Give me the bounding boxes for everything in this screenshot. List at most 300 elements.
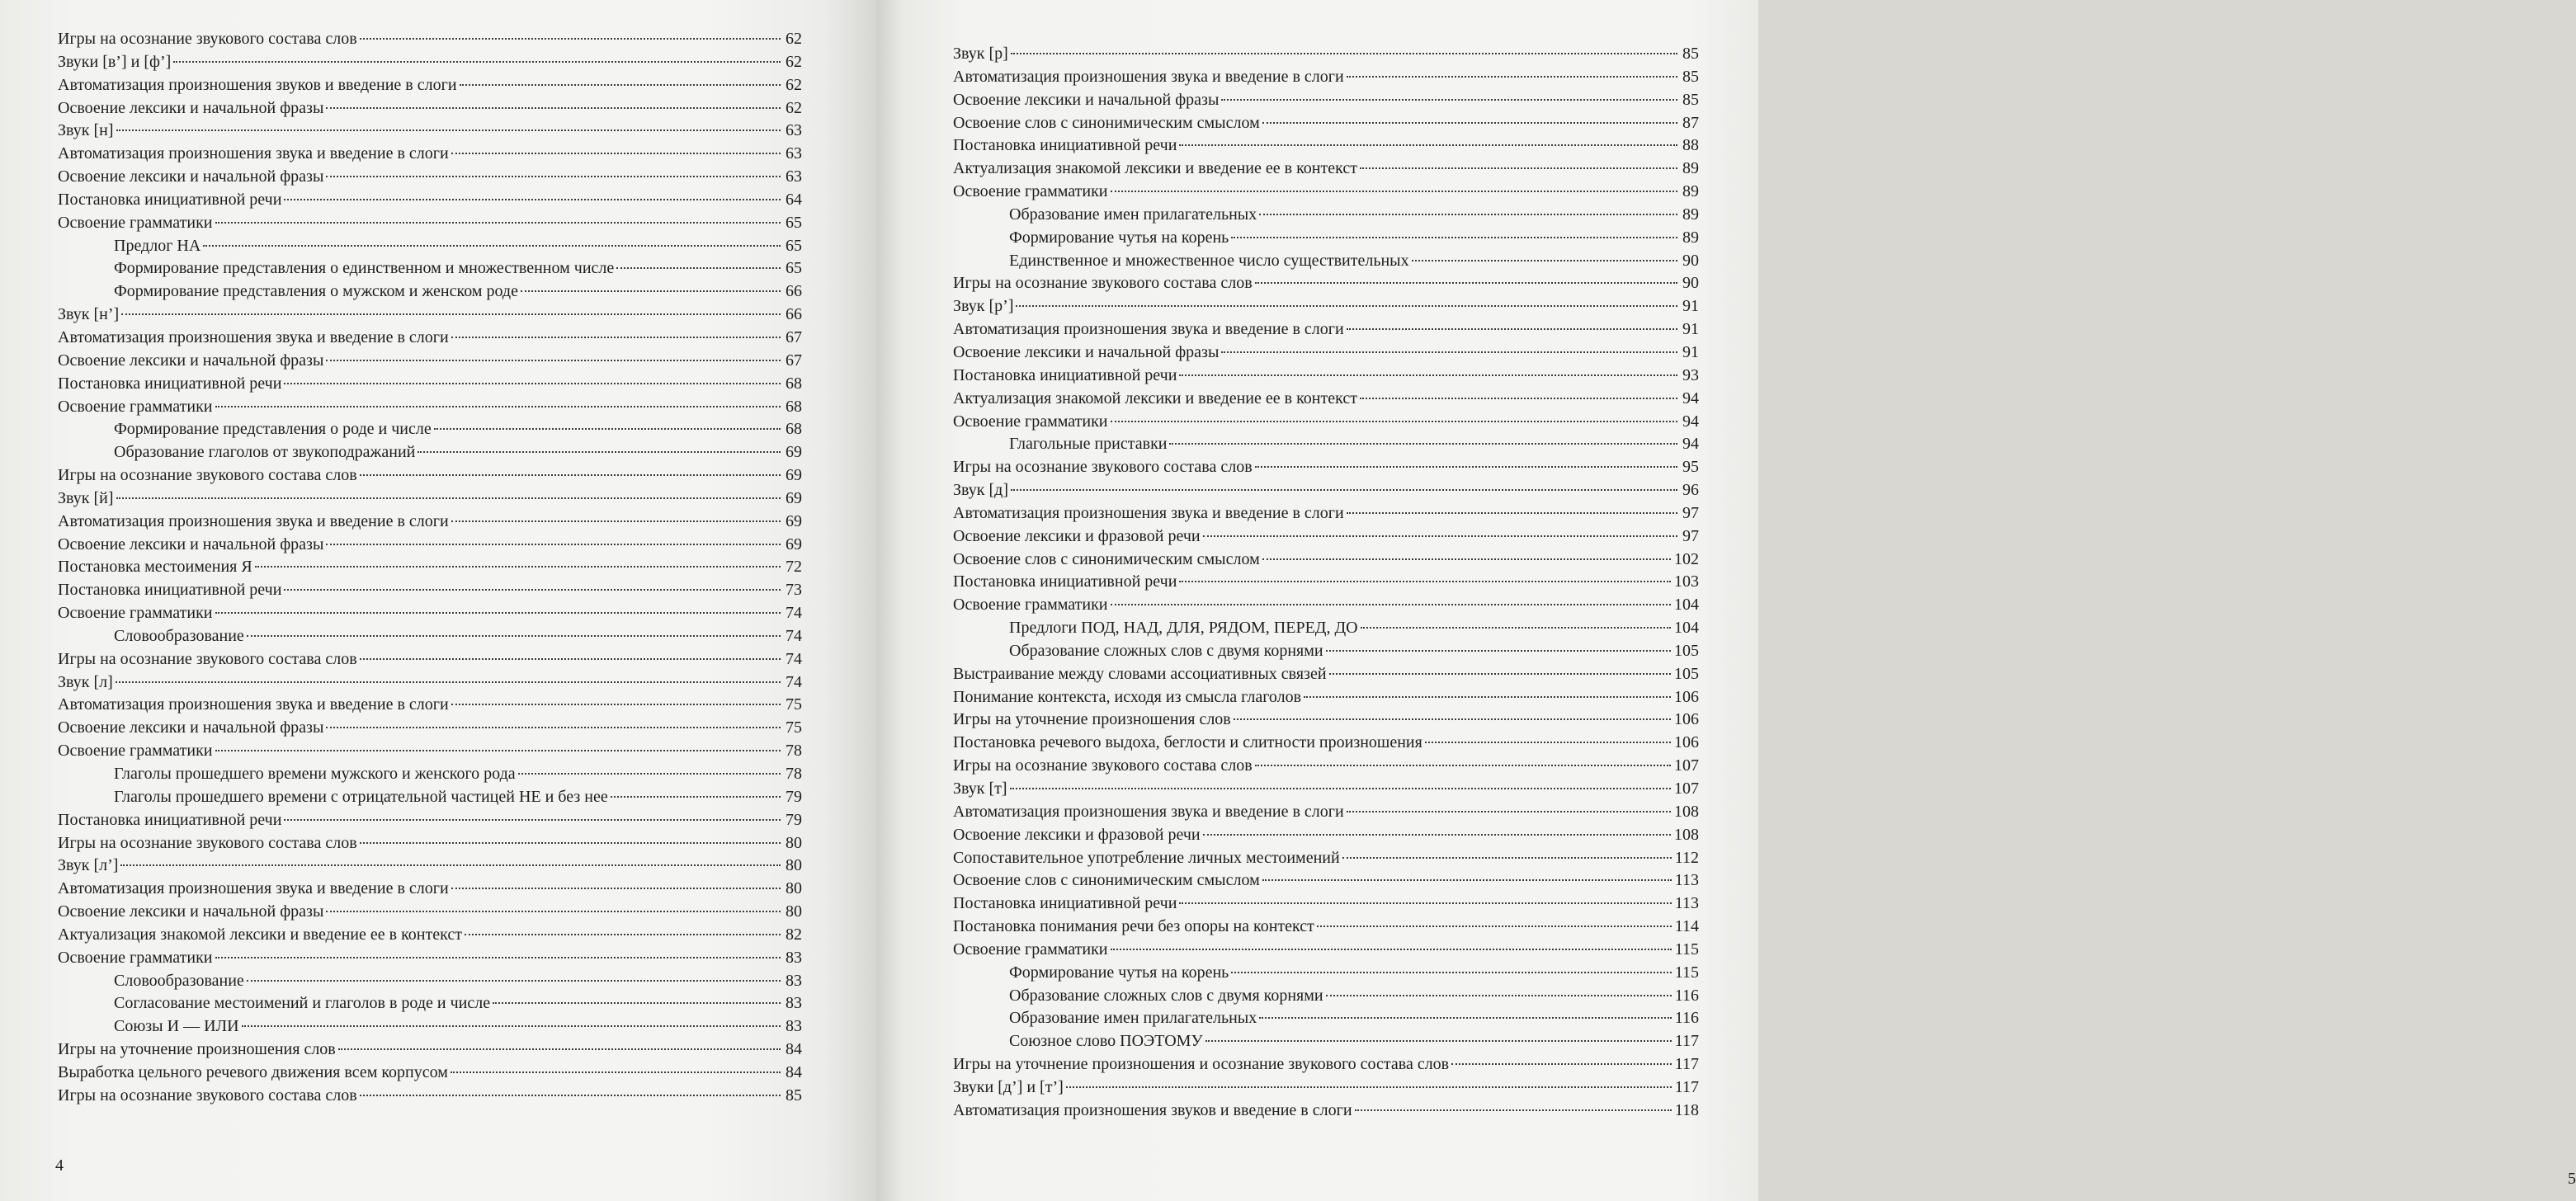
toc-entry bbox=[58, 327, 802, 350]
dot-leader bbox=[255, 566, 781, 568]
toc-entry bbox=[953, 1053, 1699, 1076]
toc-entry bbox=[58, 487, 802, 511]
toc-entry bbox=[953, 571, 1699, 594]
toc-entry-page-number: 91 bbox=[1682, 320, 1699, 339]
toc-entry-page-number: 85 bbox=[1682, 67, 1699, 86]
toc-entry-title: Автоматизация произношения звуков и введение в слоги bbox=[58, 75, 457, 94]
toc-entry-title: Автоматизация произношения звука и введение в слоги bbox=[58, 511, 449, 530]
dot-leader bbox=[1255, 282, 1677, 284]
dot-leader bbox=[1205, 1040, 1672, 1042]
toc-entry-page-number: 84 bbox=[786, 1062, 802, 1081]
toc-entry-title: Автоматизация произношения звука и введение в слоги bbox=[953, 320, 1344, 339]
toc-entry bbox=[953, 43, 1699, 66]
toc-entry bbox=[953, 939, 1699, 962]
toc-entry-page-number: 69 bbox=[786, 443, 802, 462]
toc-entry-title: Автоматизация произношения звука и введение в слоги bbox=[58, 327, 449, 346]
dot-leader bbox=[116, 497, 781, 499]
right-page-number: 5 bbox=[2568, 1170, 2576, 1188]
toc-entry-title: Игры на уточнение произношения слов bbox=[58, 1040, 336, 1059]
toc-entry-title: Игры на осознание звукового состава слов bbox=[953, 756, 1253, 775]
toc-entry-page-number: 97 bbox=[1682, 503, 1699, 522]
toc-entry-title: Освоение грамматики bbox=[953, 940, 1108, 958]
left-page-number: 4 bbox=[55, 1156, 64, 1175]
dot-leader bbox=[215, 406, 781, 407]
toc-entry-page-number: 83 bbox=[786, 1017, 802, 1036]
dot-leader bbox=[247, 635, 781, 637]
toc-entry bbox=[58, 740, 802, 763]
toc-entry bbox=[953, 847, 1699, 870]
toc-entry-title: Освоение слов с синонимическим смыслом bbox=[953, 871, 1260, 890]
toc-entry-title: Актуализация знакомой лексики и введение ее в контекст bbox=[953, 159, 1357, 178]
toc-entry-title: Автоматизация произношения звука и введение в слоги bbox=[58, 144, 449, 163]
toc-entry-page-number: 90 bbox=[1682, 251, 1699, 270]
toc-entry-title: Постановка инициативной речи bbox=[58, 581, 282, 600]
toc-entry bbox=[58, 579, 802, 602]
toc-entry bbox=[953, 502, 1699, 525]
toc-entry-page-number: 69 bbox=[786, 535, 802, 553]
toc-entry bbox=[58, 51, 802, 74]
dot-leader bbox=[1262, 558, 1671, 560]
toc-entry bbox=[953, 134, 1699, 158]
toc-entry-title: Игры на осознание звукового состава слов bbox=[953, 458, 1253, 477]
toc-entry-page-number: 80 bbox=[786, 879, 802, 898]
toc-entry-page-number: 80 bbox=[786, 833, 802, 852]
toc-entry bbox=[953, 755, 1699, 778]
toc-entry-title: Формирование чутья на корень bbox=[1009, 228, 1229, 247]
toc-entry-title: Союзы И — ИЛИ bbox=[114, 1017, 239, 1036]
toc-entry bbox=[953, 456, 1699, 479]
toc-entry bbox=[953, 869, 1699, 893]
toc-entry-page-number: 83 bbox=[786, 994, 802, 1013]
toc-entry-title: Образование сложных слов с двумя корнями bbox=[1009, 641, 1323, 660]
toc-entry-page-number: 69 bbox=[786, 488, 802, 507]
dot-leader bbox=[1329, 673, 1671, 675]
dot-leader bbox=[215, 750, 781, 751]
toc-entry-title: Автоматизация произношения звуков и введение в слоги bbox=[953, 1100, 1352, 1119]
dot-leader bbox=[173, 61, 781, 63]
toc-entry-page-number: 75 bbox=[786, 695, 802, 714]
dot-leader bbox=[1179, 581, 1671, 582]
toc-entry-title: Постановка инициативной речи bbox=[953, 136, 1177, 155]
dot-leader bbox=[1347, 811, 1671, 812]
toc-entry-title: Единственное и множественное число существительных bbox=[1009, 251, 1409, 270]
dot-leader bbox=[521, 290, 781, 292]
dot-leader bbox=[326, 727, 781, 728]
toc-entry-page-number: 74 bbox=[786, 626, 802, 645]
toc-entry-page-number: 94 bbox=[1682, 389, 1699, 407]
toc-entry-page-number: 91 bbox=[1682, 342, 1699, 361]
toc-entry-title: Звуки [д’] и [т’] bbox=[953, 1077, 1064, 1096]
dot-leader bbox=[1347, 76, 1677, 78]
toc-entry-page-number: 62 bbox=[786, 98, 802, 117]
toc-entry bbox=[953, 158, 1699, 181]
dot-leader bbox=[451, 888, 781, 889]
toc-entry bbox=[58, 235, 802, 258]
toc-entry bbox=[58, 809, 802, 832]
toc-entry bbox=[58, 464, 802, 487]
toc-entry-title: Понимание контекста, исходя из смысла глаголов bbox=[953, 687, 1302, 706]
toc-entry bbox=[58, 992, 802, 1015]
toc-entry bbox=[58, 671, 802, 695]
toc-entry-title: Образование сложных слов с двумя корнями bbox=[1009, 986, 1323, 1005]
dot-leader bbox=[1342, 857, 1672, 859]
toc-entry-page-number: 89 bbox=[1682, 228, 1699, 247]
toc-entry bbox=[58, 212, 802, 235]
toc-entry bbox=[953, 617, 1699, 640]
toc-entry-page-number: 78 bbox=[786, 742, 802, 761]
toc-entry-title: Выработка цельного речевого движения всем корпусом bbox=[58, 1062, 448, 1081]
dot-leader bbox=[1347, 328, 1677, 330]
dot-leader bbox=[1111, 191, 1677, 192]
toc-entry bbox=[58, 534, 802, 557]
toc-entry-title: Игры на уточнение произношения слов bbox=[953, 710, 1231, 729]
toc-entry-title: Освоение грамматики bbox=[58, 213, 213, 232]
toc-entry-page-number: 90 bbox=[1682, 274, 1699, 293]
toc-entry-page-number: 97 bbox=[1682, 526, 1699, 545]
toc-entry-title: Постановка инициативной речи bbox=[953, 572, 1177, 591]
toc-entry bbox=[953, 824, 1699, 847]
dot-leader bbox=[1425, 742, 1671, 743]
toc-entry-page-number: 106 bbox=[1674, 710, 1699, 729]
toc-entry bbox=[953, 341, 1699, 365]
dot-leader bbox=[434, 428, 781, 430]
toc-entry-page-number: 105 bbox=[1674, 641, 1699, 660]
toc-entry bbox=[953, 227, 1699, 250]
dot-leader bbox=[1255, 466, 1677, 468]
toc-entry-page-number: 117 bbox=[1674, 1077, 1699, 1096]
toc-entry-page-number: 69 bbox=[786, 466, 802, 485]
toc-entry-title: Глаголы прошедшего времени с отрицательной частицей НЕ и без нее bbox=[114, 787, 608, 806]
dot-leader bbox=[1360, 398, 1677, 399]
toc-entry bbox=[58, 763, 802, 786]
toc-entry bbox=[58, 28, 802, 51]
toc-entry-title: Звук [л] bbox=[58, 672, 113, 691]
toc-entry-title: Освоение лексики и начальной фразы bbox=[58, 718, 324, 737]
toc-entry-page-number: 89 bbox=[1682, 205, 1699, 224]
toc-entry-page-number: 66 bbox=[786, 305, 802, 324]
toc-entry-page-number: 79 bbox=[786, 787, 802, 806]
toc-entry-page-number: 115 bbox=[1674, 940, 1699, 958]
toc-entry bbox=[58, 120, 802, 143]
toc-entry bbox=[58, 74, 802, 97]
toc-entry-page-number: 80 bbox=[786, 902, 802, 921]
dot-leader bbox=[121, 313, 781, 315]
toc-entry bbox=[58, 1085, 802, 1108]
toc-entry-title: Формирование чутья на корень bbox=[1009, 963, 1229, 982]
toc-entry-page-number: 83 bbox=[786, 971, 802, 990]
dot-leader bbox=[493, 1002, 781, 1004]
toc-entry bbox=[58, 924, 802, 947]
toc-entry-page-number: 75 bbox=[786, 718, 802, 737]
dot-leader bbox=[451, 337, 781, 338]
dot-leader bbox=[284, 819, 781, 821]
toc-entry-page-number: 116 bbox=[1674, 1009, 1699, 1028]
toc-entry-page-number: 113 bbox=[1674, 894, 1699, 913]
dot-leader bbox=[338, 1048, 781, 1050]
toc-entry-title: Образование имен прилагательных bbox=[1009, 1009, 1257, 1028]
toc-entry bbox=[58, 947, 802, 970]
dot-leader bbox=[1011, 489, 1677, 491]
toc-entry bbox=[58, 396, 802, 419]
dot-leader bbox=[1304, 696, 1671, 698]
toc-entry bbox=[58, 511, 802, 534]
toc-entry-title: Союзное слово ПОЭТОМУ bbox=[1009, 1032, 1203, 1051]
dot-leader bbox=[1066, 1086, 1672, 1088]
toc-entry-page-number: 107 bbox=[1674, 779, 1699, 798]
toc-entry-title: Актуализация знакомой лексики и введение ее в контекст bbox=[953, 389, 1357, 407]
dot-leader bbox=[1361, 627, 1671, 629]
dot-leader bbox=[518, 773, 781, 775]
dot-leader bbox=[326, 176, 781, 177]
toc-entry bbox=[58, 280, 802, 304]
toc-entry bbox=[58, 418, 802, 441]
dot-leader bbox=[326, 107, 781, 109]
toc-entry-title: Звук [д] bbox=[953, 481, 1008, 500]
toc-entry-title: Сопоставительное употребление личных местоимений bbox=[953, 848, 1340, 867]
toc-entry-title: Формирование представления о единственном и множественном числе bbox=[114, 259, 615, 278]
toc-entry bbox=[58, 970, 802, 993]
toc-entry-title: Звук [т] bbox=[953, 779, 1007, 798]
toc-entry-title: Освоение лексики и начальной фразы bbox=[953, 90, 1220, 109]
toc-entry-title: Постановка речевого выдоха, беглости и слитности произношения bbox=[953, 733, 1422, 752]
toc-entry bbox=[58, 625, 802, 648]
toc-entry bbox=[953, 640, 1699, 663]
toc-entry bbox=[953, 66, 1699, 89]
dot-leader bbox=[1221, 99, 1677, 101]
toc-entry bbox=[953, 1007, 1699, 1030]
toc-entry bbox=[58, 556, 802, 579]
toc-entry-page-number: 115 bbox=[1674, 963, 1699, 982]
dot-leader bbox=[1179, 902, 1671, 904]
toc-entry bbox=[58, 717, 802, 740]
dot-leader bbox=[1111, 421, 1677, 422]
toc-entry-title: Игры на осознание звукового состава слов bbox=[58, 30, 357, 48]
dot-leader bbox=[1221, 351, 1677, 353]
dot-leader bbox=[451, 520, 781, 522]
toc-entry-page-number: 67 bbox=[786, 327, 802, 346]
toc-entry bbox=[58, 304, 802, 327]
toc-entry bbox=[58, 97, 802, 120]
toc-entry-title: Освоение лексики и начальной фразы bbox=[953, 342, 1220, 361]
toc-entry bbox=[58, 1062, 802, 1085]
toc-entry-page-number: 103 bbox=[1674, 572, 1699, 591]
dot-leader bbox=[284, 199, 781, 200]
toc-entry bbox=[953, 549, 1699, 572]
toc-entry-title: Освоение лексики и начальной фразы bbox=[58, 535, 324, 553]
toc-entry-title: Постановка инициативной речи bbox=[58, 810, 282, 829]
toc-entry bbox=[58, 1015, 802, 1039]
dot-leader bbox=[1355, 1109, 1672, 1111]
dot-leader bbox=[360, 1095, 781, 1096]
toc-entry bbox=[953, 433, 1699, 456]
toc-entry bbox=[58, 878, 802, 901]
toc-entry-title: Освоение грамматики bbox=[58, 948, 213, 967]
dot-leader bbox=[611, 796, 781, 798]
toc-entry-title: Звук [р’] bbox=[953, 297, 1014, 316]
dot-leader bbox=[247, 980, 781, 982]
toc-entry-title: Звук [й] bbox=[58, 488, 114, 507]
toc-entry-page-number: 68 bbox=[786, 420, 802, 439]
toc-entry-page-number: 74 bbox=[786, 649, 802, 668]
toc-entry-title: Освоение грамматики bbox=[58, 397, 213, 416]
toc-entry-title: Освоение грамматики bbox=[953, 412, 1108, 431]
toc-entry-title: Игры на осознание звукового состава слов bbox=[58, 466, 357, 485]
toc-entry-page-number: 94 bbox=[1682, 435, 1699, 454]
toc-entry-page-number: 84 bbox=[786, 1040, 802, 1059]
toc-entry-page-number: 113 bbox=[1674, 871, 1699, 890]
toc-entry-page-number: 79 bbox=[786, 810, 802, 829]
toc-entry bbox=[953, 411, 1699, 434]
dot-leader bbox=[326, 911, 781, 912]
toc-entry-title: Звук [н’] bbox=[58, 305, 120, 324]
toc-entry-page-number: 80 bbox=[786, 856, 802, 875]
dot-leader bbox=[1451, 1063, 1672, 1065]
dot-leader bbox=[1016, 305, 1677, 307]
toc-entry-page-number: 74 bbox=[786, 672, 802, 691]
toc-entry-title: Звук [л’] bbox=[58, 856, 119, 875]
dot-leader bbox=[326, 360, 781, 361]
toc-entry bbox=[953, 962, 1699, 985]
toc-entry-title: Освоение лексики и фразовой речи bbox=[953, 825, 1201, 844]
dot-leader bbox=[1179, 144, 1677, 146]
toc-entry bbox=[58, 832, 802, 855]
toc-entry bbox=[58, 257, 802, 280]
toc-entry bbox=[58, 350, 802, 373]
toc-entry-title: Освоение слов с синонимическим смыслом bbox=[953, 113, 1260, 132]
toc-entry bbox=[953, 801, 1699, 824]
toc-entry-page-number: 108 bbox=[1674, 802, 1699, 821]
toc-entry bbox=[953, 1030, 1699, 1053]
toc-entry-title: Постановка инициативной речи bbox=[58, 374, 282, 393]
toc-entry-page-number: 65 bbox=[786, 213, 802, 232]
toc-entry bbox=[953, 388, 1699, 411]
toc-entry-title: Игры на осознание звукового состава слов bbox=[58, 833, 357, 852]
toc-entry-page-number: 62 bbox=[786, 75, 802, 94]
toc-entry-page-number: 62 bbox=[786, 52, 802, 71]
toc-entry-page-number: 118 bbox=[1674, 1100, 1699, 1119]
dot-leader bbox=[360, 658, 781, 660]
dot-leader bbox=[1234, 718, 1671, 720]
toc-entry bbox=[953, 479, 1699, 502]
toc-entry-title: Постановка местоимения Я bbox=[58, 558, 252, 577]
toc-entry-title: Игры на осознание звукового состава слов bbox=[58, 1086, 357, 1104]
toc-entry-page-number: 87 bbox=[1682, 113, 1699, 132]
dot-leader bbox=[1262, 879, 1672, 881]
toc-entry-title: Автоматизация произношения звука и введение в слоги bbox=[953, 67, 1344, 86]
toc-entry-title: Словообразование bbox=[114, 626, 244, 645]
toc-entry bbox=[953, 318, 1699, 341]
toc-entry bbox=[58, 648, 802, 671]
dot-leader bbox=[616, 267, 781, 269]
toc-entry-page-number: 73 bbox=[786, 581, 802, 600]
toc-entry-page-number: 65 bbox=[786, 236, 802, 255]
toc-entry-page-number: 85 bbox=[786, 1086, 802, 1104]
dot-leader bbox=[451, 153, 781, 154]
toc-entry bbox=[953, 985, 1699, 1008]
toc-entry bbox=[953, 916, 1699, 939]
dot-leader bbox=[360, 842, 781, 844]
toc-entry-page-number: 117 bbox=[1674, 1032, 1699, 1051]
dot-leader bbox=[242, 1025, 781, 1027]
toc-entry-title: Постановка понимания речи без опоры на контекст bbox=[953, 917, 1314, 936]
dot-leader bbox=[1203, 535, 1677, 537]
dot-leader bbox=[451, 704, 781, 705]
toc-entry-title: Освоение грамматики bbox=[953, 182, 1108, 201]
toc-entry-title: Освоение грамматики bbox=[953, 596, 1108, 615]
toc-entry-title: Автоматизация произношения звука и введение в слоги bbox=[953, 802, 1344, 821]
dot-leader bbox=[284, 383, 781, 384]
toc-entry-title: Актуализация знакомой лексики и введение ее в контекст bbox=[58, 925, 462, 944]
dot-leader bbox=[1259, 1017, 1671, 1019]
toc-entry bbox=[58, 1039, 802, 1062]
dot-leader bbox=[465, 934, 781, 935]
toc-entry-title: Автоматизация произношения звука и введение в слоги bbox=[953, 503, 1344, 522]
toc-entry-title: Глагольные приставки bbox=[1009, 435, 1168, 454]
toc-entry-title: Освоение лексики и начальной фразы bbox=[58, 351, 324, 370]
toc-entry-title: Игры на уточнение произношения и осознание звукового состава слов bbox=[953, 1055, 1450, 1074]
toc-entry-title: Постановка инициативной речи bbox=[953, 894, 1177, 913]
dot-leader bbox=[451, 1071, 781, 1073]
toc-entry-page-number: 83 bbox=[786, 948, 802, 967]
toc-entry-page-number: 93 bbox=[1682, 365, 1699, 384]
toc-entry-page-number: 63 bbox=[786, 144, 802, 163]
dot-leader bbox=[1203, 834, 1671, 836]
toc-entry-title: Глаголы прошедшего времени мужского и женского рода bbox=[114, 765, 516, 783]
toc-entry-title: Предлоги ПОД, НАД, ДЛЯ, РЯДОМ, ПЕРЕД, ДО bbox=[1009, 619, 1358, 638]
toc-entry bbox=[953, 525, 1699, 549]
toc-entry-title: Выстраивание между словами ассоциативных связей bbox=[953, 664, 1327, 683]
dot-leader bbox=[1255, 765, 1671, 766]
toc-entry-page-number: 66 bbox=[786, 282, 802, 301]
toc-entry-title: Звук [н] bbox=[58, 121, 114, 140]
toc-entry-page-number: 62 bbox=[786, 30, 802, 48]
toc-entry-title: Образование имен прилагательных bbox=[1009, 205, 1257, 224]
toc-entry bbox=[953, 1076, 1699, 1100]
toc-entry-page-number: 106 bbox=[1674, 687, 1699, 706]
dot-leader bbox=[360, 38, 781, 40]
toc-entry bbox=[953, 778, 1699, 801]
dot-leader bbox=[418, 451, 781, 453]
toc-entry-page-number: 74 bbox=[786, 604, 802, 623]
toc-entry bbox=[953, 181, 1699, 204]
toc-entry-page-number: 72 bbox=[786, 558, 802, 577]
toc-entry-title: Освоение лексики и начальной фразы bbox=[58, 98, 324, 117]
toc-entry-page-number: 78 bbox=[786, 765, 802, 783]
toc-entry-page-number: 82 bbox=[786, 925, 802, 944]
toc-entry-title: Освоение лексики и начальной фразы bbox=[58, 902, 324, 921]
toc-entry-title: Освоение лексики и начальной фразы bbox=[58, 167, 324, 186]
toc-entry bbox=[953, 112, 1699, 135]
toc-entry-page-number: 68 bbox=[786, 374, 802, 393]
toc-entry bbox=[953, 250, 1699, 273]
dot-leader bbox=[326, 544, 781, 545]
toc-entry-page-number: 117 bbox=[1674, 1055, 1699, 1074]
toc-entry-title: Игры на осознание звукового состава слов bbox=[58, 649, 357, 668]
toc-entry bbox=[58, 694, 802, 717]
toc-entry-page-number: 107 bbox=[1674, 756, 1699, 775]
toc-entry bbox=[58, 602, 802, 625]
toc-entry-page-number: 89 bbox=[1682, 182, 1699, 201]
dot-leader bbox=[284, 589, 781, 591]
toc-entry bbox=[953, 1100, 1699, 1123]
toc-entry-page-number: 112 bbox=[1674, 848, 1699, 867]
toc-entry bbox=[58, 373, 802, 396]
dot-leader bbox=[215, 222, 781, 224]
dot-leader bbox=[1231, 972, 1671, 973]
toc-entry-title: Постановка инициативной речи bbox=[953, 365, 1177, 384]
dot-leader bbox=[203, 245, 781, 247]
toc-entry-title: Освоение грамматики bbox=[58, 604, 213, 623]
